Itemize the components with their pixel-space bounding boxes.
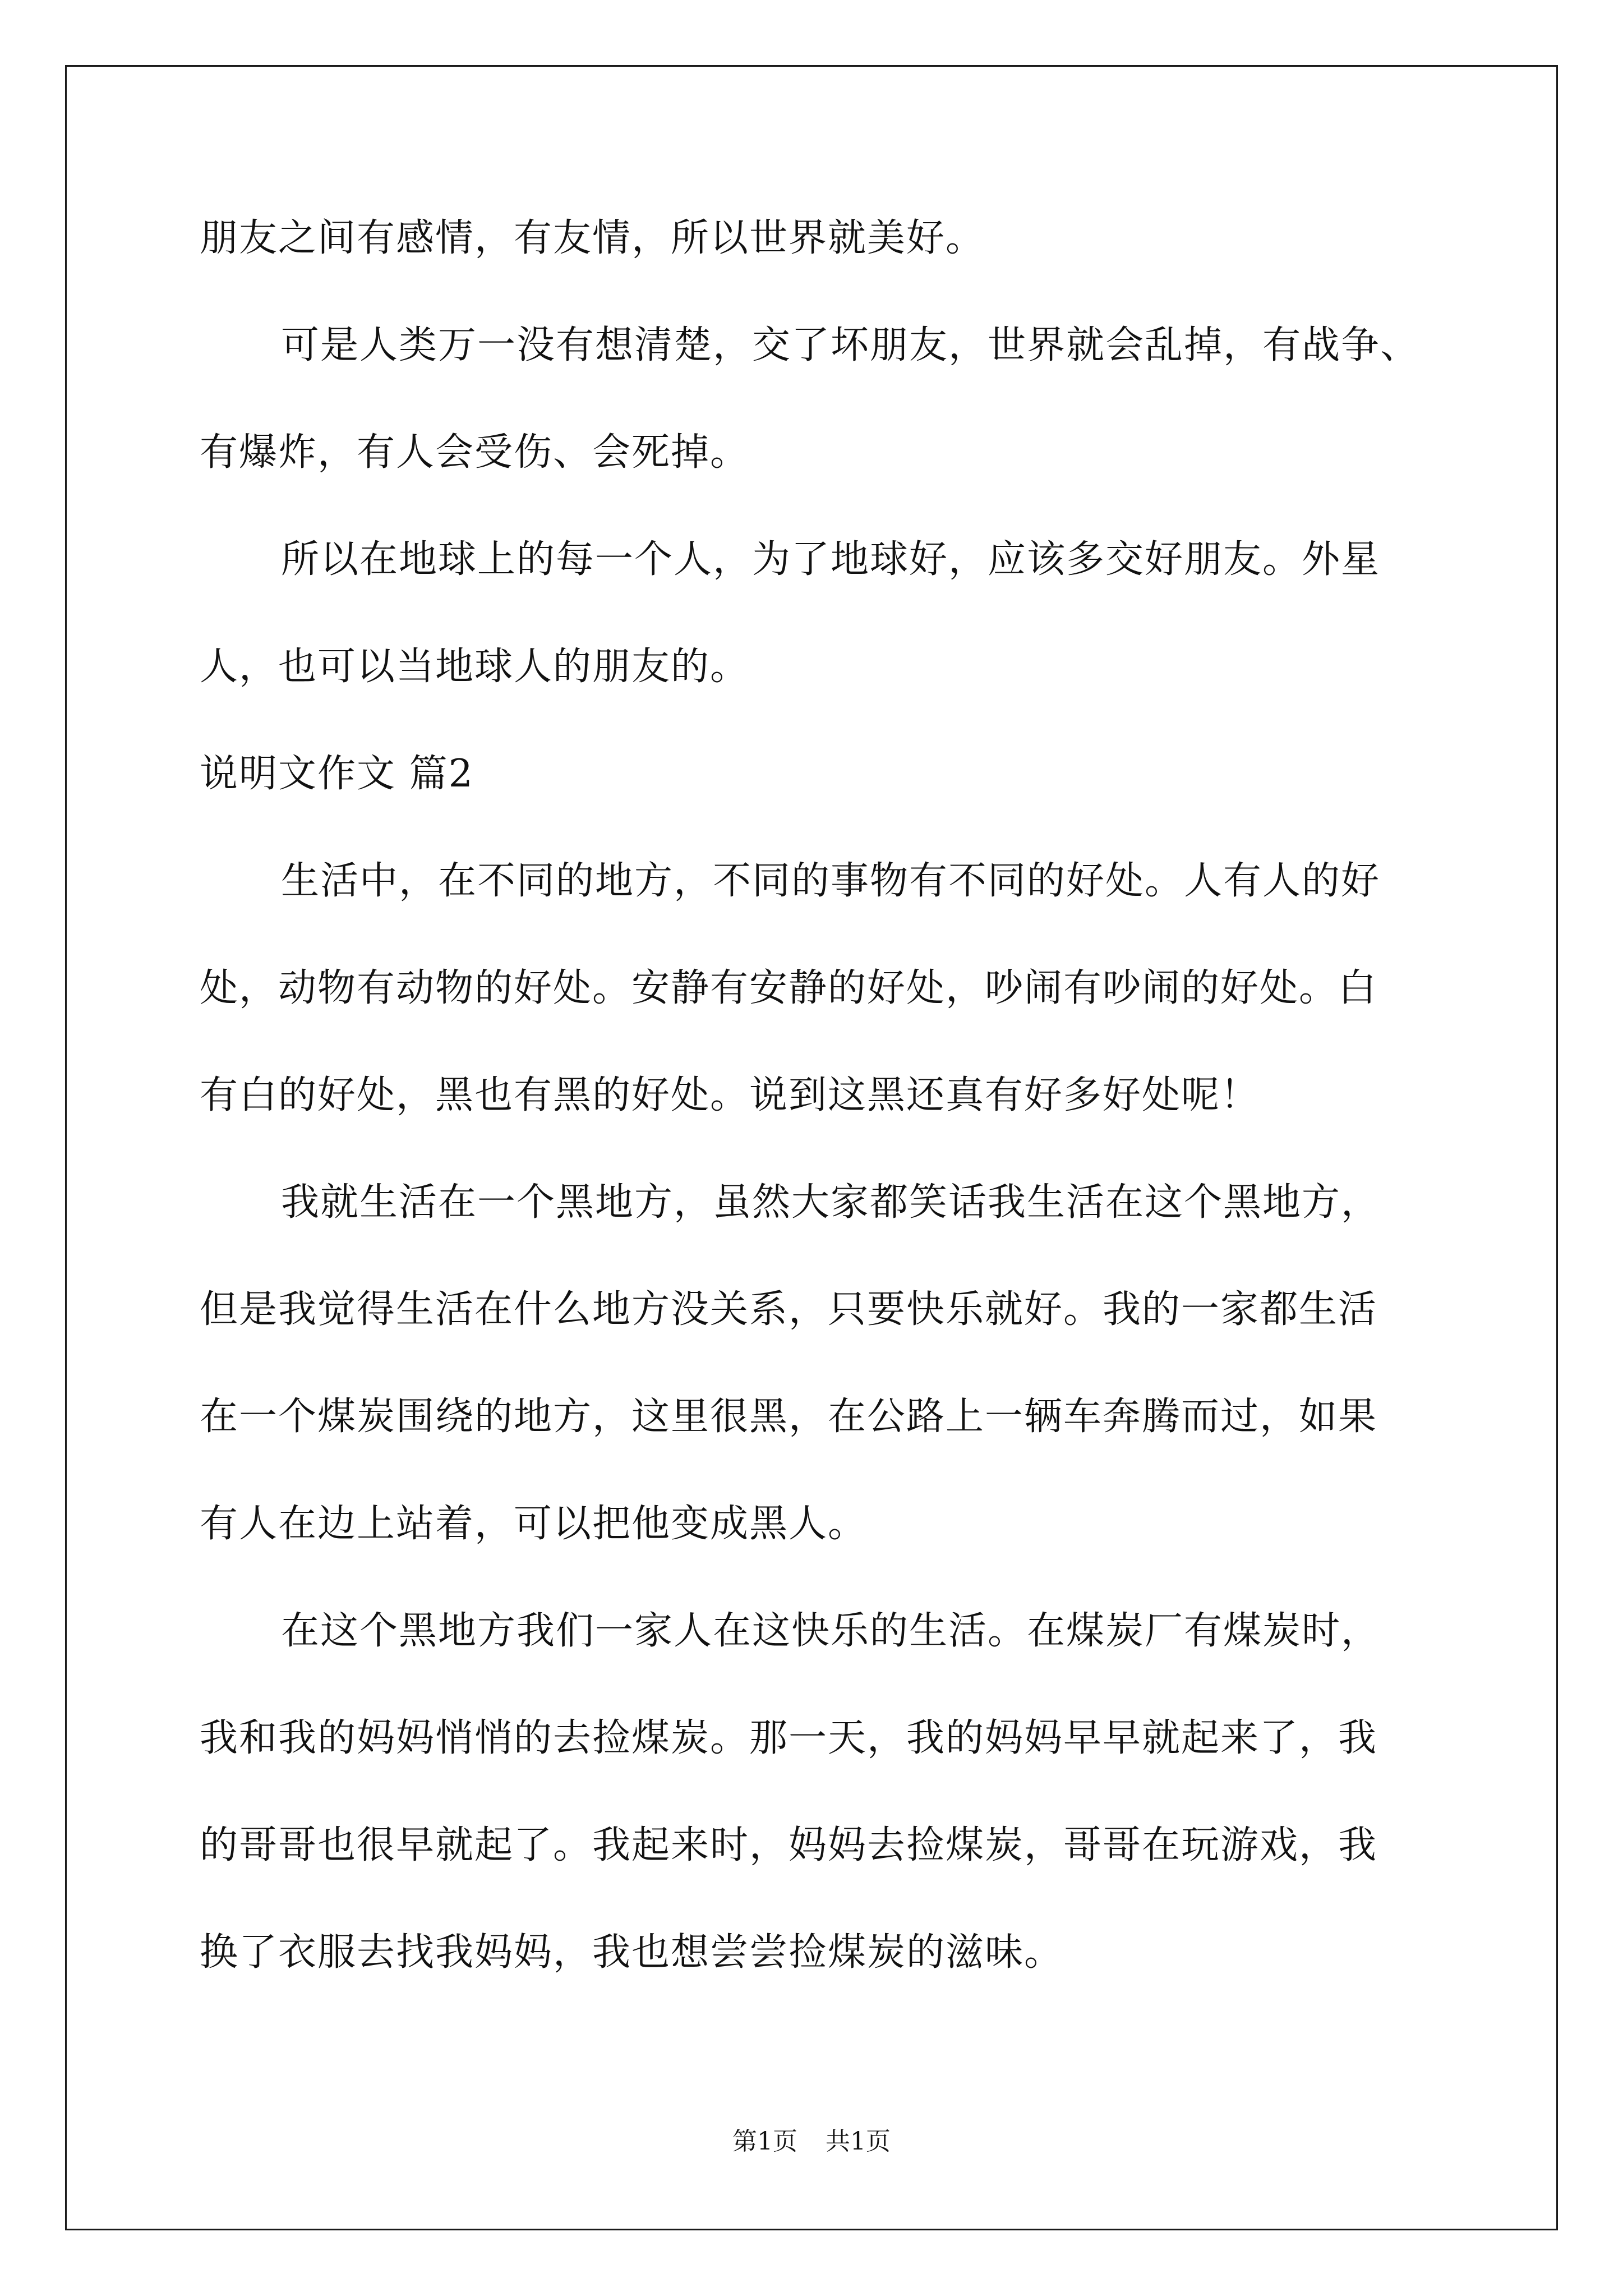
paragraph-line: 换了衣服去找我妈妈，我也想尝尝捡煤炭的滋味。 [200,1930,1064,1975]
paragraph-line: 但是我觉得生活在什么地方没关系，只要快乐就好。我的一家都生活 [200,1287,1378,1332]
paragraph-line: 生活中，在不同的地方，不同的事物有不同的好处。人有人的好 [281,859,1381,903]
paragraph-line: 的哥哥也很早就起了。我起来时，妈妈去捡煤炭，哥哥在玩游戏，我 [200,1823,1378,1867]
paragraph-line: 所以在地球上的每一个人，为了地球好，应该多交好朋友。外星 [281,537,1381,582]
paragraph-line: 在这个黑地方我们一家人在这快乐的生活。在煤炭厂有煤炭时， [281,1609,1381,1653]
paragraph-line: 有爆炸，有人会受伤、会死掉。 [200,430,750,475]
paragraph-line: 我和我的妈妈悄悄的去捡煤炭。那一天，我的妈妈早早就起来了，我 [200,1716,1378,1760]
paragraph-line: 在一个煤炭围绕的地方，这里很黑，在公路上一辆车奔腾而过，如果 [200,1395,1378,1439]
paragraph-line: 有人在边上站着，可以把他变成黑人。 [200,1502,868,1546]
page-number-total: 共1页 [826,2127,891,2156]
paragraph-line: 朋友之间有感情，有友情，所以世界就美好。 [200,216,985,260]
paragraph-line: 人，也可以当地球人的朋友的。 [200,645,750,689]
paragraph-line: 有白的好处，黑也有黑的好处。说到这黑还真有好多好处呢！ [200,1073,1260,1117]
page-frame [65,65,1558,2230]
paragraph-line: 可是人类万一没有想清楚，交了坏朋友，世界就会乱掉，有战争、 [281,323,1420,367]
paragraph-line: 我就生活在一个黑地方，虽然大家都笑话我生活在这个黑地方， [281,1180,1381,1225]
paragraph-line: 处，动物有动物的好处。安静有安静的好处，吵闹有吵闹的好处。白 [200,966,1378,1010]
section-heading: 说明文作文 篇2 [200,752,474,796]
page-footer [0,2125,1623,2159]
page-number-current: 第1页 [732,2127,797,2156]
